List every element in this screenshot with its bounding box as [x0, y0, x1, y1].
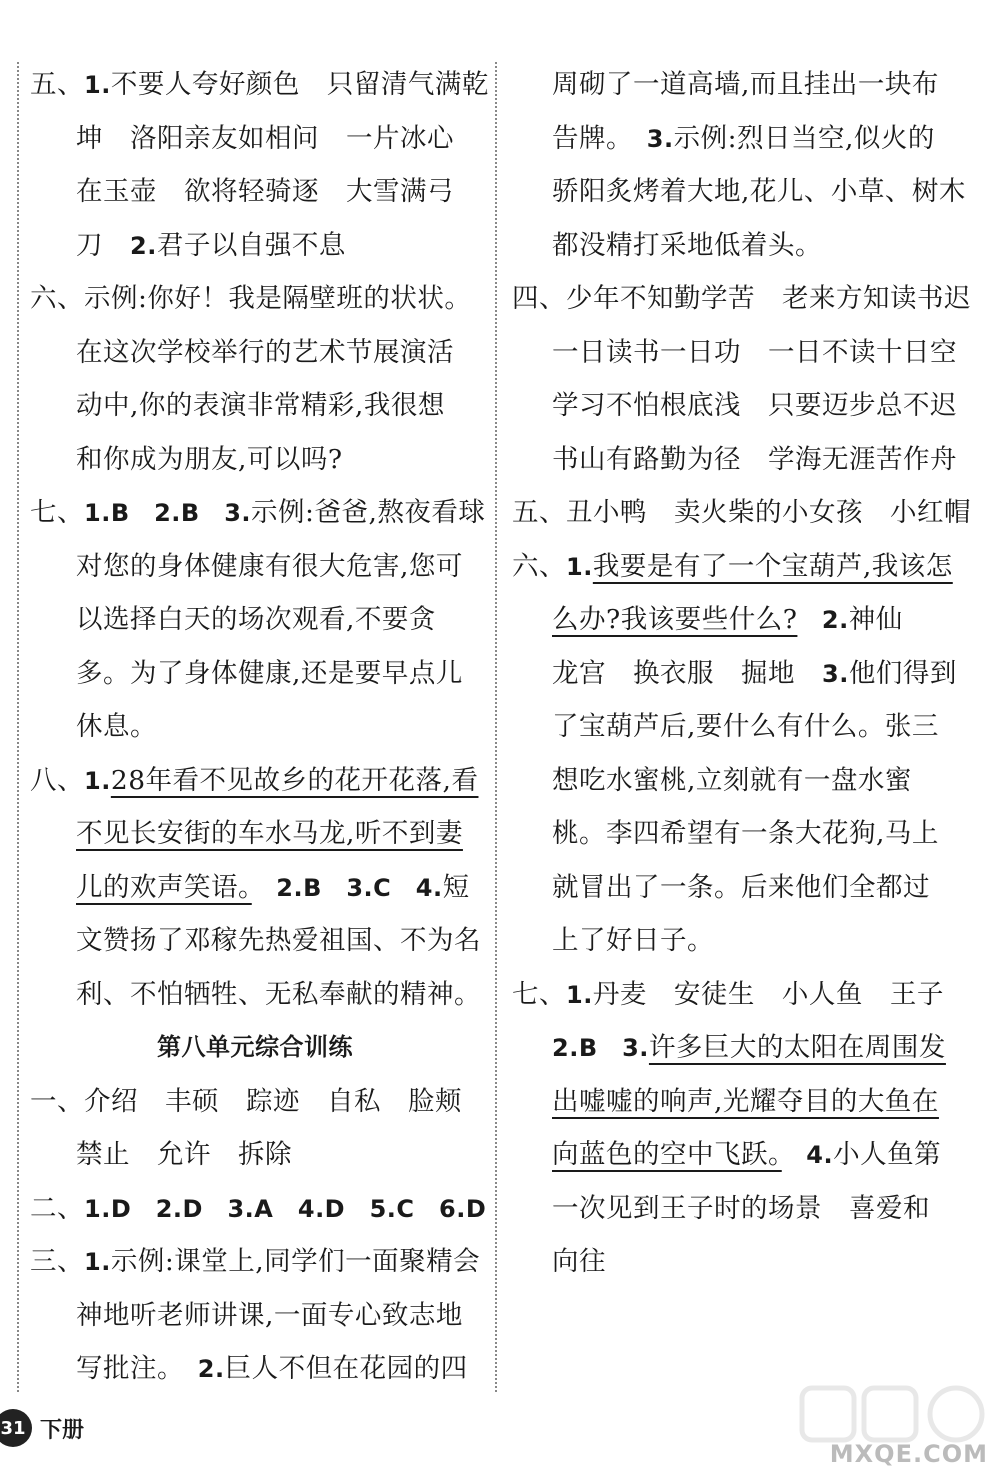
answer-line — [30, 861, 480, 915]
answer-line: 一次见到王子时的场景 喜爱和 — [552, 1192, 930, 1224]
left-margin-divider — [17, 62, 19, 1392]
answer-line: 在玉壶 欲将轻骑逐 大雪满弓 — [76, 176, 454, 207]
left-column — [30, 58, 489, 1396]
answer-line: 桃。李四希望有一条大花狗,马上 — [552, 818, 939, 849]
item-number: 1.B 2.B 3. — [84, 499, 252, 527]
column-divider — [495, 62, 497, 1392]
answer-line: 利、不怕牺牲、无私奉献的精神。 — [76, 978, 481, 1010]
section-number: 六、 — [512, 550, 566, 582]
page-footer — [0, 1408, 84, 1448]
answer-line: 学习不怕根底浅 只要迈步总不迟 — [552, 390, 957, 421]
answer-line: 五、丑小鸭 卖火柴的小女孩 小红帽 — [512, 497, 971, 528]
item-number: 1. — [84, 766, 111, 795]
answer-line: 动中,你的表演非常精彩,我很想 — [76, 390, 445, 421]
section-number: 七、 — [512, 978, 566, 1010]
answer-line — [30, 58, 489, 112]
section-number: 五、 — [30, 69, 84, 100]
section-number: 八、 — [30, 764, 84, 796]
item-number: 2. — [197, 1355, 225, 1383]
item-number: 3. — [822, 659, 849, 688]
item-number: 2.B 3. — [552, 1034, 649, 1062]
answer-line: 坤 洛阳亲友如相问 一片冰心 — [76, 122, 454, 154]
answer-line — [30, 754, 480, 808]
answer-line — [512, 1075, 962, 1129]
item-number: 3. — [646, 124, 674, 153]
answer-line — [512, 968, 962, 1022]
answer-line: 书山有路勤为径 学海无涯苦作舟 — [552, 443, 957, 475]
answer-line — [30, 1342, 480, 1396]
answer-line: 文赞扬了邓稼先热爱祖国、不为名 — [76, 925, 481, 956]
answer-line: 神地听老师讲课,一面专心致志地 — [76, 1299, 463, 1331]
underlined-answer: 不见长安街的车水马龙,听不到妻 — [76, 818, 463, 849]
underlined-answer: 儿的欢声笑语。 — [76, 871, 252, 903]
answer-line: 禁止 允许 拆除 — [76, 1139, 292, 1170]
answer-line: 周砌了一道高墙,而且挂出一块布 — [552, 69, 939, 100]
answer-line: 想吃水蜜桃,立刻就有一盘水蜜 — [552, 764, 912, 796]
answer-text: 不要人夸好颜色 只留清气满乾 — [110, 69, 489, 100]
answer-line: 六、示例:你好！我是隔壁班的状状。 — [30, 283, 472, 314]
answer-line: 都没精打采地低着头。 — [552, 229, 822, 261]
answer-text: 龙宫 换衣服 掘地 — [552, 657, 822, 689]
answer-line — [512, 1128, 962, 1182]
section-number: 三、 — [30, 1246, 84, 1277]
answer-line — [512, 1021, 962, 1075]
answer-line — [30, 1182, 487, 1236]
answer-text: 小人鱼第 — [833, 1139, 942, 1170]
answer-line: 在这次学校举行的艺术节展演活 — [76, 336, 454, 368]
item-number: 2. — [797, 606, 849, 634]
answer-line: 了宝葫芦后,要什么有什么。张三 — [552, 711, 939, 742]
answer-line: 休息。 — [76, 711, 157, 742]
answer-text: 丹麦 安徒生 小人鱼 王子 — [592, 978, 944, 1010]
answer-line: 和你成为朋友,可以吗? — [76, 443, 343, 475]
answer-line: 四、少年不知勤学苦 老来方知读书迟 — [512, 283, 971, 314]
item-number: 1. — [84, 1248, 111, 1276]
section-number: 二、 — [30, 1192, 84, 1224]
item-number: 1.D 2.D 3.A 4.D 5.C 6.D — [84, 1194, 487, 1223]
answer-line — [512, 112, 962, 166]
item-number: 1. — [566, 552, 593, 581]
answer-line: 多。为了身体健康,还是要早点儿 — [76, 657, 463, 689]
answer-line — [512, 540, 962, 594]
answer-line — [512, 647, 962, 701]
answer-text: 刀 — [76, 229, 130, 261]
answer-text: 示例:课堂上,同学们一面聚精会 — [110, 1246, 481, 1277]
item-number: 1. — [566, 980, 593, 1009]
answer-text: 神仙 — [848, 604, 903, 635]
answer-line: 一、介绍 丰硕 踪迹 自私 脸颊 — [30, 1085, 462, 1117]
answer-line: 一日读书一日功 一日不读十日空 — [552, 336, 957, 368]
answer-text: 君子以自强不息 — [156, 229, 346, 261]
underlined-answer: 向蓝色的空中飞跃。 — [552, 1139, 782, 1170]
answer-line — [30, 1235, 480, 1289]
section-number: 七、 — [30, 497, 84, 528]
watermark-text: MXQE.COM — [829, 1440, 988, 1468]
answer-line: 对您的身体健康有很大危害,您可 — [76, 550, 463, 582]
answer-text: 他们得到 — [848, 657, 957, 689]
volume-label: 下册 — [40, 1417, 85, 1443]
answer-text: 短 — [442, 871, 470, 903]
answer-text: 写批注。 — [76, 1353, 198, 1384]
underlined-answer: 28年看不见故乡的花开花落,看 — [110, 764, 479, 796]
answer-line — [512, 593, 962, 647]
underlined-answer: 么办?我该要些什么? — [552, 604, 798, 635]
item-number: 1. — [84, 71, 111, 99]
underlined-answer: 我要是有了一个宝葫芦,我该怎 — [592, 550, 953, 582]
answer-line: 以选择白天的场次观看,不要贪 — [76, 604, 436, 635]
answer-line: 骄阳炙烤着大地,花儿、小草、树木 — [552, 176, 966, 207]
right-column — [512, 58, 971, 1289]
underlined-answer: 出嘘嘘的响声,光耀夺目的大鱼在 — [552, 1085, 939, 1117]
answer-line — [30, 486, 486, 540]
answer-line: 向往 — [552, 1246, 606, 1277]
answer-line: 上了好日子。 — [552, 925, 714, 956]
item-number: 2.B 3.C 4. — [251, 873, 443, 902]
unit-title: 第八单元综合训练 — [157, 1033, 353, 1061]
answer-text: 巨人不但在花园的四 — [224, 1353, 468, 1384]
answer-line: 就冒出了一条。后来他们全都过 — [552, 871, 930, 903]
answer-line — [30, 807, 480, 861]
answer-text: 示例:爸爸,熬夜看球 — [251, 497, 486, 528]
item-number: 4. — [781, 1141, 834, 1169]
page-number: 31 — [0, 1409, 32, 1447]
answer-text: 告牌。 — [552, 122, 647, 154]
answer-text: 示例:烈日当空,似火的 — [673, 122, 935, 154]
item-number: 2. — [130, 231, 157, 260]
answer-line — [30, 219, 480, 273]
underlined-answer: 许多巨大的太阳在周围发 — [648, 1032, 946, 1063]
